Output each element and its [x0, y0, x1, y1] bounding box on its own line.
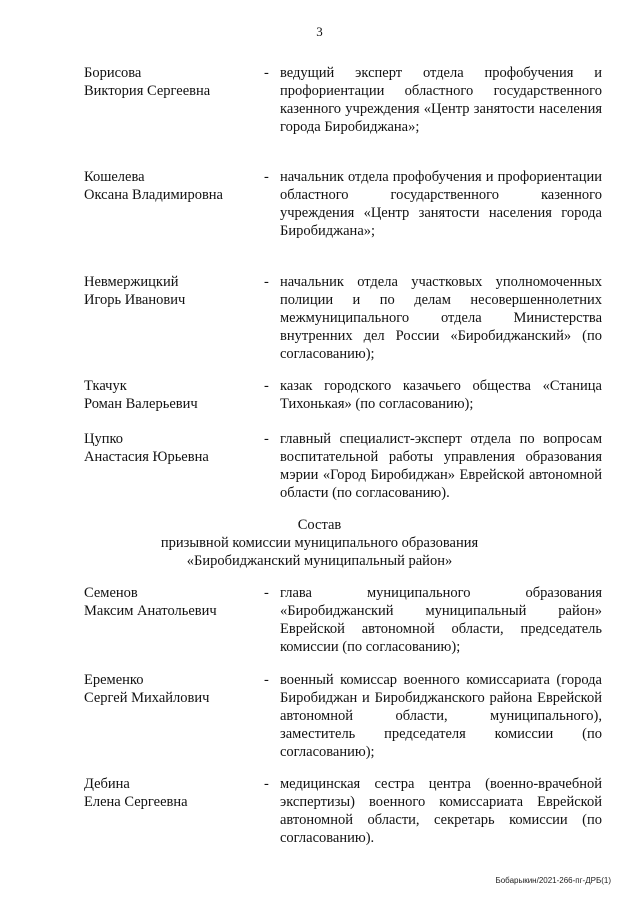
member-surname: Еременко — [84, 672, 144, 688]
member-role: главный специалист-эксперт отдела по вопросам воспитательной работы управления образования мэрии «Город Биробиджан» Еврейской автономной области (по согласованию). — [280, 431, 602, 501]
member-role: начальник отдела профобучения и профориентации областного государственного казенного учреждения «Центр занятости населения города Биробиджана»; — [280, 169, 602, 239]
dash-separator: - — [264, 378, 269, 394]
member-given-names: Игорь Иванович — [84, 292, 186, 308]
member-name — [84, 584, 260, 620]
member-given-names: Виктория Сергеевна — [84, 83, 211, 99]
member-given-names: Елена Сергеевна — [84, 794, 188, 810]
dash-separator: - — [264, 672, 269, 688]
member-surname: Цупко — [84, 431, 124, 447]
section-heading — [0, 516, 639, 570]
member-name — [84, 775, 260, 811]
heading-subtitle: «Биробиджанский муниципальный район» — [186, 553, 453, 569]
member-surname: Кошелева — [84, 169, 145, 185]
dash-separator: - — [264, 585, 269, 601]
dash-separator: - — [264, 776, 269, 792]
dash-separator: - — [264, 274, 269, 290]
member-name — [84, 273, 260, 309]
member-name — [84, 377, 260, 413]
member-given-names: Анастасия Юрьевна — [84, 449, 209, 465]
heading-title: Состав — [297, 517, 342, 533]
member-role: казак городского казачьего общества «Станица Тихонькая» (по согласованию); — [280, 378, 602, 412]
dash-separator: - — [264, 169, 269, 185]
document-code: Бобарыкин/2021-266-пг-ДРБ(1) — [495, 876, 611, 885]
member-role: медицинская сестра центра (военно-врачебной экспертизы) военного комиссариата Еврейской автономной области, секретарь комиссии (по согласованию). — [280, 776, 602, 846]
heading-subtitle: призывной комиссии муниципального образования — [160, 535, 479, 551]
member-name — [84, 430, 260, 466]
page-number: 3 — [316, 24, 323, 39]
member-role: начальник отдела участковых уполномоченных полиции и по делам несовершеннолетних межмуниципального отдела Министерства внутренних дел России «Биробиджанский» (по согласованию); — [280, 274, 602, 362]
member-surname: Борисова — [84, 65, 142, 81]
member-surname: Семенов — [84, 585, 138, 601]
member-role: ведущий эксперт отдела профобучения и профориентации областного государственного казенного учреждения «Центр занятости населения города Биробиджана»; — [280, 65, 602, 135]
member-name — [84, 671, 260, 707]
member-given-names: Роман Валерьевич — [84, 396, 198, 412]
member-surname: Ткачук — [84, 378, 127, 394]
member-name — [84, 64, 260, 100]
dash-separator: - — [264, 431, 269, 447]
member-given-names: Максим Анатольевич — [84, 603, 217, 619]
member-given-names: Оксана Владимировна — [84, 187, 223, 203]
member-name — [84, 168, 260, 204]
dash-separator: - — [264, 65, 269, 81]
member-surname: Дебина — [84, 776, 130, 792]
member-given-names: Сергей Михайлович — [84, 690, 210, 706]
member-role: военный комиссар военного комиссариата (города Биробиджан и Биробиджанского района Еврейской автономной области, муниципального), заместитель председателя комиссии (по согласованию); — [280, 672, 602, 760]
member-surname: Невмержицкий — [84, 274, 179, 290]
member-role: глава муниципального образования «Биробиджанский муниципальный район» Еврейской автономной области, председатель комиссии (по согласованию); — [280, 585, 602, 655]
